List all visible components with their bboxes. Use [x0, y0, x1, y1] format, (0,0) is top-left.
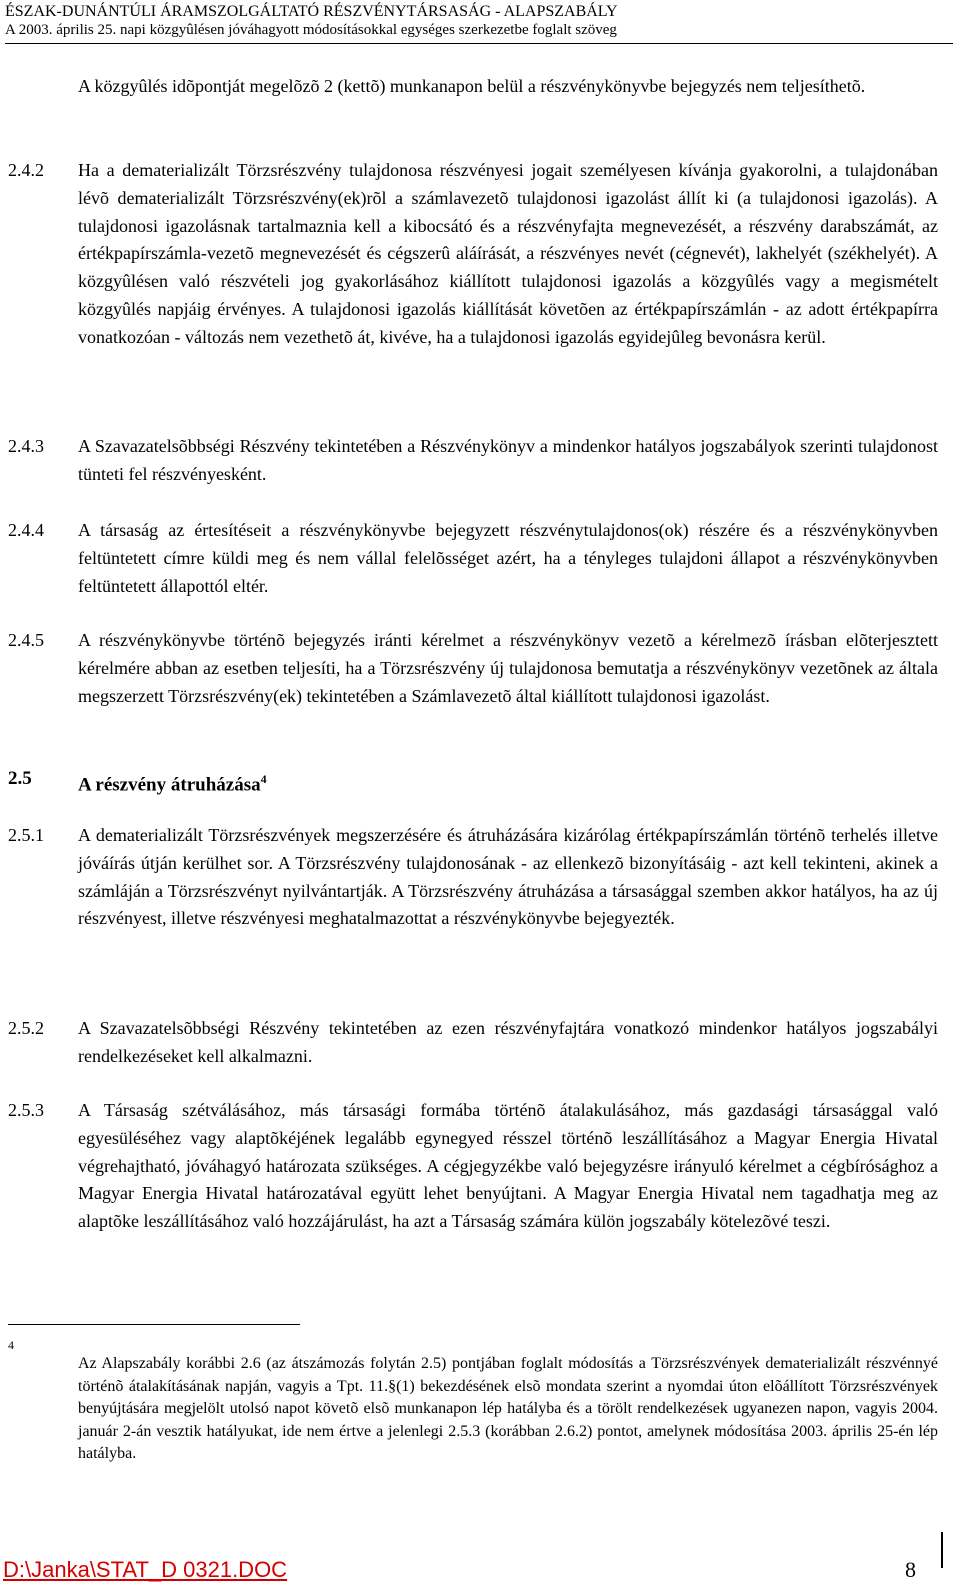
- section-number: 2.4.5: [8, 630, 44, 650]
- footnote-separator: [8, 1324, 300, 1325]
- page-number: 8: [905, 1557, 916, 1582]
- header-title: ÉSZAK-DUNÁNTÚLI ÁRAMSZOLGÁLTATÓ RÉSZVÉNYTÁRSASÁG - ALAPSZABÁLY: [5, 3, 618, 20]
- heading-number: 2.5: [8, 768, 32, 789]
- section-text: A társaság az értesítéseit a részvénykönyvbe bejegyzett részvénytulajdonos(ok) részére és a részvénykönyvben feltüntetett címre küldi meg és nem vállal felelõsséget azért, ha a tényleges tulajdoni állapot a részvénykönyvben feltüntetett állapottól eltér.: [78, 520, 938, 596]
- section-2-5-3: [8, 1097, 938, 1236]
- section-number: 2.5.2: [8, 1018, 44, 1038]
- intro-paragraph: A közgyûlés idõpontját megelõzõ 2 (kettõ) munkanapon belül a részvénykönyvbe bejegyzés nem teljesíthetõ.: [78, 76, 866, 96]
- section-text: A Szavazatelsõbbségi Részvény tekintetében az ezen részvényfajtára vonatkozó mindenkor hatályos jogszabályi rendelkezéseket kell alkalmazni.: [78, 1018, 938, 1066]
- section-text: A Társaság szétválásához, más társasági formába történõ átalakulásához, más gazdasági társasággal való egyesüléséhez vagy alaptõkéjének legalább egynegyed résszel történõ leszállításához a Magyar Energia Hivatal végrehajtható, jóváhagyó határozata szükséges. A cégjegyzékbe való bejegyzésre irányuló kérelmet a cégbírósághoz a Magyar Energia Hivatal határozatával együtt lehet benyújtani. A Magyar Energia Hivatal nem tagadhatja meg az alaptõke leszállításához való hozzájárulást, ha azt a Társaság számára külön jogszabály kötelezõvé teszi.: [78, 1100, 938, 1232]
- footer-bar: [941, 1532, 943, 1568]
- section-number: 2.4.4: [8, 520, 44, 540]
- footnote-mark: 4: [8, 1338, 14, 1352]
- section-2-4-5: [8, 627, 938, 710]
- heading-title: A részvény átruházása$^4$: [78, 772, 267, 796]
- footnote-ref[interactable]: 4: [260, 772, 267, 786]
- header-rule: [5, 43, 953, 44]
- page-header: [5, 2, 953, 39]
- section-number: 2.4.3: [8, 436, 44, 456]
- section-2-4-2: [8, 157, 938, 352]
- section-text: A dematerializált Törzsrészvények megszerzésére és átruházására kizárólag értékpapírszámlán történõ terhelés illetve jóváírás útján kerülhet sor. A Törzsrészvény tulajdonosának - az ellenkezõ bizonyításáig - azt kell tekinteni, akinek a számláján a Törzsrészvényt nyilvántartják. A Törzsrészvény átruházása a társasággal szemben akkor hatályos, ha az új részvényest, illetve részvényesi meghatalmazottat a részvénykönyvbe bejegyezték.: [78, 825, 938, 929]
- section-text: A Szavazatelsõbbségi Részvény tekintetében a Részvénykönyv a mindenkor hatályos jogszabályok szerinti tulajdonost tünteti fel részvényesként.: [78, 436, 938, 484]
- section-2-5-1: [8, 822, 938, 933]
- header-subtitle: A 2003. április 25. napi közgyûlésen jóváhagyott módosításokkal egységes szerkezetbe foglalt szöveg: [5, 22, 617, 38]
- section-number: 2.5.1: [8, 825, 44, 845]
- section-number: 2.4.2: [8, 160, 44, 180]
- footer-file-path: D:\Janka\STAT_D 0321.DOC: [3, 1557, 288, 1582]
- section-text: A részvénykönyvbe történõ bejegyzés iránti kérelmet a részvénykönyv vezetõ a kérelmezõ írásban elõterjesztett kérelmére abban az esetben teljesíti, ha a Törzsrészvény új tulajdonosa bemutatja a részvénykönyv vezetõnek az általa megszerzett Törzsrészvény(ek) tekintetében a Számlavezetõ által kiállított tulajdonosi igazolást.: [78, 630, 938, 706]
- section-heading: [8, 765, 267, 799]
- section-2-4-4: [8, 517, 938, 600]
- section-text: Ha a dematerializált Törzsrészvény tulajdonosa részvényesi jogait személyesen kívánja gyakorolni, a tulajdonában lévõ dematerializált Törzsrészvény(ek)rõl a számlavezetõ tulajdonosi igazolást állít ki (a tulajdonosi igazolás). A tulajdonosi igazolásnak tartalmaznia kell a kibocsátó és a részvényfajta megnevezését, a részvény darabszámát, az értékpapírszámla-vezetõ megnevezését és cégszerû aláírását, a részvényes nevét (cégnevét), lakhelyét (székhelyét). A közgyûlésen való részvételi jog gyakorlásához kiállított tulajdonosi igazolás a közgyûlés vagy a megismételt közgyûlés napjáig érvényes. A tulajdonosi igazolás kiállítását követõen az értékpapírszámlán - az adott értékpapírra vonatkozóan - változás nem vezethetõ át, kivéve, ha a tulajdonosi igazolás egyidejûleg bevonásra kerül.: [78, 160, 938, 347]
- section-number: 2.5.3: [8, 1100, 44, 1120]
- section-2-5-2: [8, 1015, 938, 1071]
- footnote-text: Az Alapszabály korábbi 2.6 (az átszámozás folytán 2.5) pontjában foglalt módosítás a Törzsrészvények dematerializált részvénnyé történõ átalakításának napján, vagyis a Tpt. 11.§(1) bekezdésének elsõ mondata szerint a nyomdai úton elõállított Törzsrészvények benyújtására megjelölt utolsó napot követõ elsõ munkanapon lép hatályba és a törölt rendelkezések ugyanezen napon, vagyis 2004. január 2-án vesztik hatályukat, ide nem értve a jelenlegi 2.5.3 (korábban 2.6.2) pontot, amelynek módosítása 2003. április 25-én lép hatályba.: [78, 1355, 938, 1462]
- section-2-4-3: [8, 433, 938, 489]
